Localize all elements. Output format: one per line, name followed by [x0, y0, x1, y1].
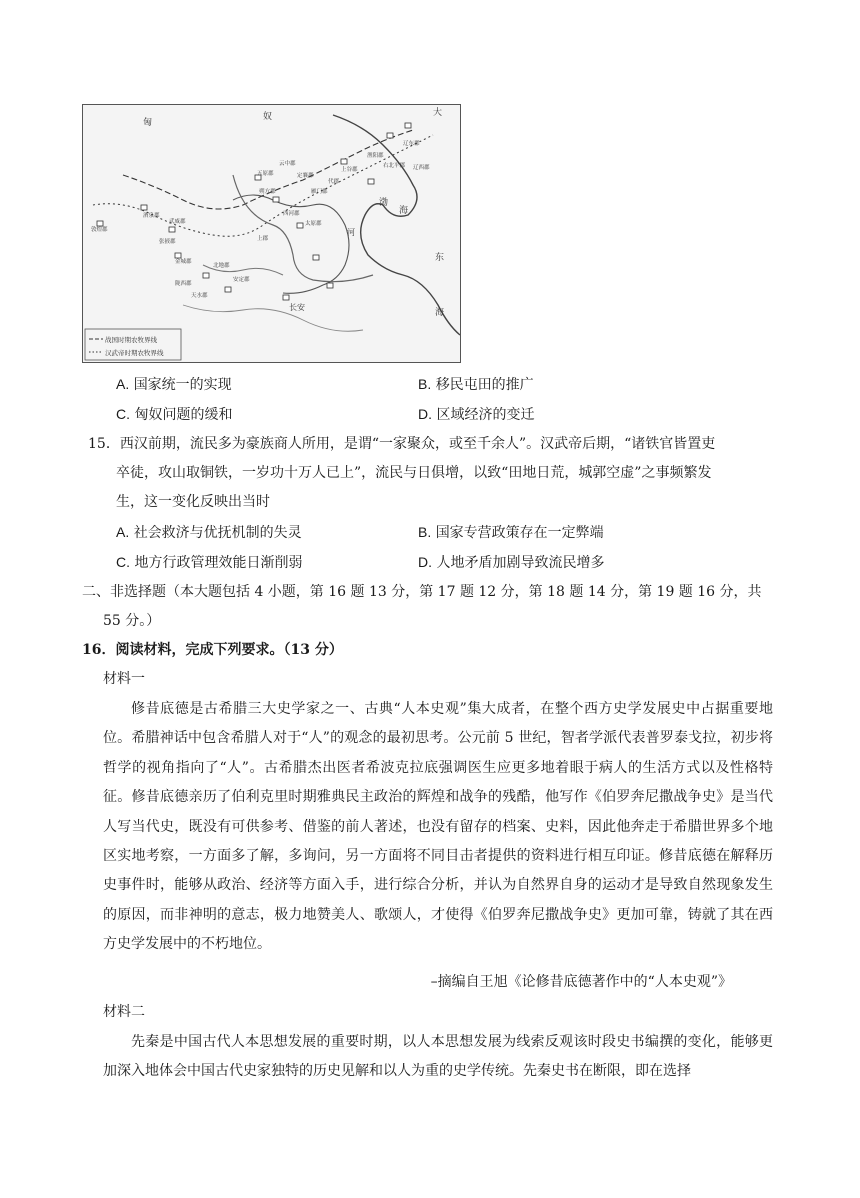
- q15-option-c[interactable]: [116, 552, 302, 573]
- material2-text: 先秦是中国古代人本思想发展的重要时期，以人本思想发展为线索反观该时段史书编撰的变化，能够更加深入地体会中国古代史家独特的历史见解和以人为重的史学传统。先秦史书在断限，即在选择: [103, 1034, 773, 1080]
- option-label: A.: [116, 524, 130, 540]
- map-label: 五原郡: [257, 171, 274, 177]
- q15-option-a[interactable]: [116, 522, 302, 543]
- q15-stem-line3: 生，这一变化反映出当时: [116, 494, 270, 510]
- map-label: 东: [435, 253, 445, 263]
- option-text: 地方行政管理效能日渐削弱: [134, 555, 303, 571]
- q15-option-d[interactable]: [418, 552, 604, 573]
- map-label: 上郡: [257, 236, 269, 242]
- map-label: 长安: [289, 303, 305, 312]
- map-label: 安定郡: [233, 277, 250, 283]
- map-label: 敦煌郡: [91, 227, 108, 233]
- section2-heading-line2: 55 分。）: [103, 613, 161, 629]
- option-text: 区域经济的变迁: [436, 407, 535, 423]
- option-label: B.: [418, 376, 432, 392]
- history-map-figure: [82, 104, 461, 363]
- q14-option-d[interactable]: [418, 404, 534, 425]
- question-number: 15．: [88, 436, 120, 452]
- option-label: C.: [116, 554, 130, 570]
- map-label: 定襄郡: [297, 173, 314, 179]
- option-label: C.: [116, 406, 130, 422]
- option-text: 国家专营政策存在一定弊端: [435, 525, 604, 541]
- map-label: 太原郡: [305, 221, 322, 227]
- material1-label: 材料一: [103, 671, 145, 687]
- map-label: 河: [347, 228, 355, 237]
- material1-source: –摘编自王旭《论修昔底德著作中的“人本史观”》: [430, 974, 732, 990]
- map-label: 右北平郡: [383, 163, 406, 169]
- map-label: 金城郡: [175, 259, 192, 265]
- map-label: 朔方郡: [259, 189, 276, 195]
- map-label: 代郡: [328, 179, 340, 185]
- option-text: 匈奴问题的缓和: [134, 407, 233, 423]
- map-label: 渔阳郡: [367, 153, 384, 159]
- option-label: B.: [418, 524, 432, 540]
- q14-option-c[interactable]: [116, 404, 232, 425]
- map-label: 渤: [379, 198, 389, 208]
- map-label: 上谷郡: [341, 167, 358, 173]
- option-label: A.: [116, 376, 130, 392]
- option-text: 人地矛盾加剧导致流民增多: [436, 555, 605, 571]
- section2-heading-line1: 二、非选择题（本大题包括 4 小题，第 16 题 13 分，第 17 题 12 分，第 18 题 14 分，第 19 题 16 分，共: [82, 584, 762, 600]
- map-drawing: [83, 105, 460, 362]
- map-label: 奴: [263, 112, 273, 122]
- material2-label: 材料二: [103, 1004, 145, 1020]
- map-label: 辽西郡: [413, 165, 430, 171]
- legend-item-han: 汉武帝时期农牧界线: [105, 349, 164, 357]
- material1-text: 修昔底德是古希腊三大史学家之一、古典“人本史观”集大成者，在整个西方史学发展史中占据重要地位。希腊神话中包含希腊人对于“人”的观念的最初思考。公元前 5 世纪，智者学派代表普罗泰戈拉，初步将哲学的视角指向了“人”。古希腊杰出医者希波克拉底强调医生应更多地着眼于病人的生活方式以及性格特征。修昔底德亲历了伯利克里时期雅典民主政治的辉煌和战争的残酷，他写作《伯罗奔尼撒战争史》是当代人写当代史，既没有可供参考、借鉴的前人著述，也没有留存的档案、史料，因此他奔走于希腊世界多个地区实地考察，一方面多了解，多询问，另一方面将不同目击者提供的资料进行相互印证。修昔底德在解释历史事件时，能够从政治、经济等方面入手，进行综合分析，并认为自然界自身的运动才是导致自然现象发生的原因，而非神明的意志，极力地赞美人、歌颂人，才使得《伯罗奔尼撒战争史》更加可靠，铸就了其在西方史学发展中的不朽地位。: [103, 701, 773, 953]
- map-label: 海: [435, 308, 445, 318]
- q14-option-b[interactable]: [418, 374, 534, 395]
- q15-stem-line1: [88, 434, 715, 454]
- q15-stem-line2: 卒徒，攻山取铜铁，一岁功十万人已上”，流民与日俱增，以致“田地日荒，城郭空虚”之事频繁发: [116, 465, 712, 481]
- q16-title: 16．阅读材料，完成下列要求。（13 分）: [82, 642, 343, 658]
- option-text: 社会救济与优抚机制的失灵: [133, 525, 302, 541]
- map-label: 武威郡: [169, 219, 186, 225]
- map-label: 海: [399, 206, 409, 216]
- legend-item-warring-states: 战国时期农牧界线: [105, 336, 157, 344]
- option-label: D.: [418, 406, 432, 422]
- map-label: 云中郡: [279, 161, 296, 167]
- map-label: 匈: [143, 118, 153, 128]
- map-label: 大: [433, 108, 443, 118]
- map-label: 张掖郡: [159, 239, 176, 245]
- q15-option-b[interactable]: [418, 522, 604, 543]
- map-label: 北地郡: [213, 263, 230, 269]
- option-text: 移民屯田的推广: [435, 377, 534, 393]
- q14-option-a[interactable]: [116, 374, 232, 395]
- map-label: 酒泉郡: [143, 213, 160, 219]
- map-label: 雁门郡: [311, 189, 328, 195]
- option-label: D.: [418, 554, 432, 570]
- option-text: 国家统一的实现: [133, 377, 232, 393]
- map-label: 辽东郡: [403, 141, 420, 147]
- map-label: 陇西郡: [175, 281, 192, 287]
- map-label: 西河郡: [283, 211, 300, 217]
- map-label: 天水郡: [191, 293, 208, 299]
- question-stem-text: 西汉前期，流民多为豪族商人所用，是谓“一家聚众，或至千余人”。汉武帝后期，“诸铁官皆置吏: [119, 436, 716, 452]
